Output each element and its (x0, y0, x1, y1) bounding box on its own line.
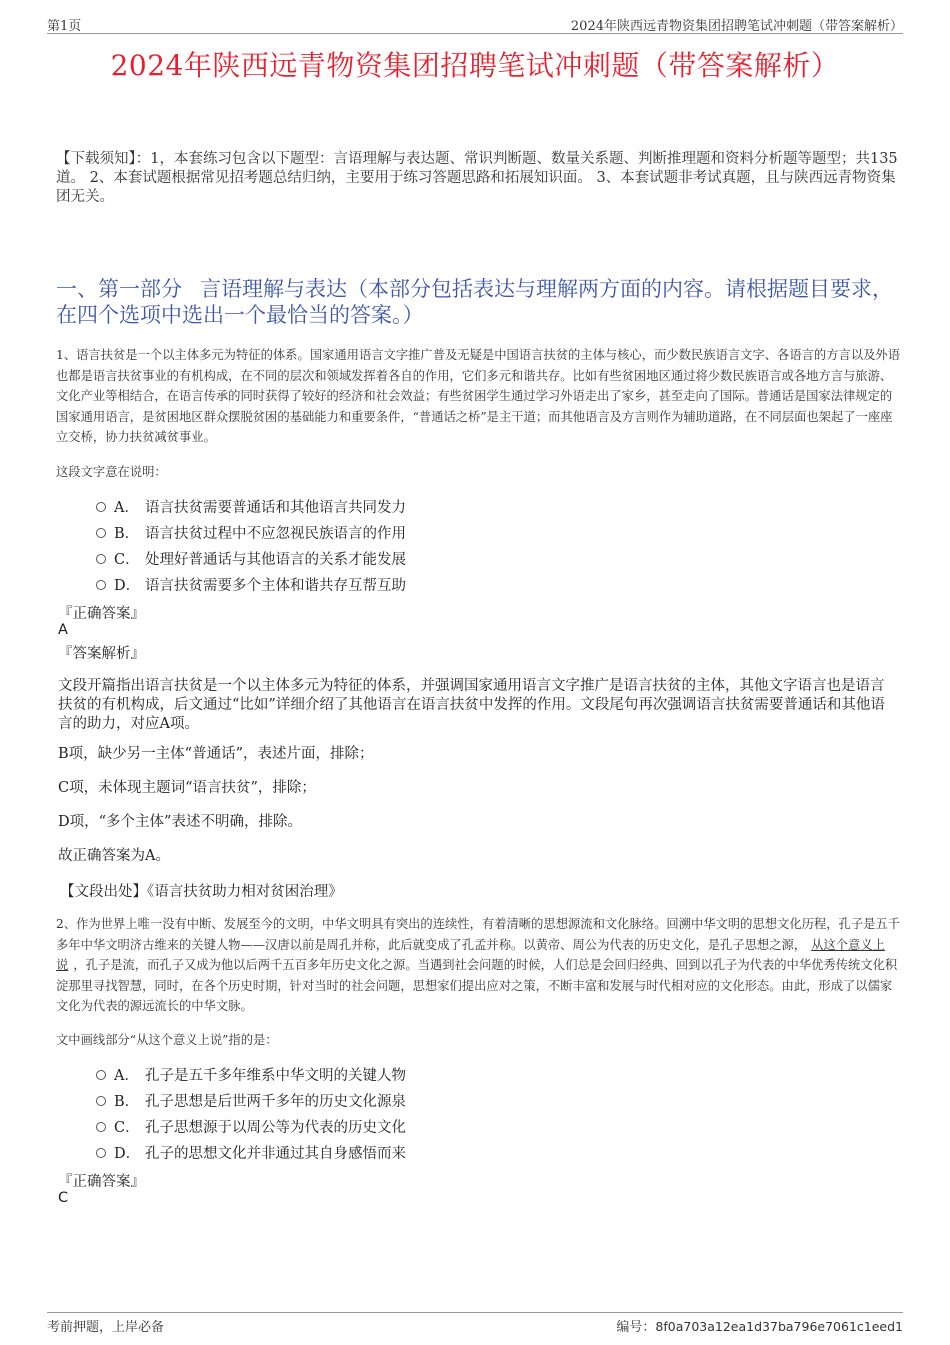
option-text: 语言扶贫需要普通话和其他语言共同发力 (145, 500, 406, 516)
q1-analysis-label: 『答案解析』 (58, 646, 145, 662)
q2-answer: C (58, 1190, 69, 1206)
option-key: C． (114, 552, 140, 568)
section-description: 言语理解与表达（本部分包括表达与理解两方面的内容。请根据题目要求，在四个选项中选出一个最恰当的答案。） (56, 277, 893, 327)
q2-passage (56, 914, 900, 1017)
radio-button[interactable] (96, 528, 106, 538)
q1-passage: 1、语言扶贫是一个以主体多元为特征的体系。国家通用语言文字推广普及无疑是中国语言扶贫的主体与核心，而少数民族语言文字、各语言的方言以及外语也都是语言扶贫事业的有机构成，在不同的层次和领域发挥着各自的作用，它们多元和谐共存。比如有些贫困地区通过将少数民族语言或各地方言与旅游、文化产业等相结合，在语言传承的同时获得了较好的经济和社会效益；有些贫困学生通过学习外语走出了家乡，甚至走向了国际。普通话是国家法律规定的国家通用语言，是贫困地区群众摆脱贫困的基础能力和重要条件，“普通话之桥”是主干道；而其他语言及方言则作为辅助道路，在不同层面也架起了一座座立交桥，协力扶贫减贫事业。 (56, 348, 901, 445)
radio-button[interactable] (96, 1096, 106, 1106)
option-key: C． (114, 1120, 140, 1136)
download-notice: 【下载须知】：1，本套练习包含以下题型：言语理解与表达题、常识判断题、数量关系题、判断推理题和资料分析题等题型；共135道。 2、本套试题根据常见招考题总结归纳，主要用于练习答题思路和拓展知识面。 3、本套试题非考试真题，且与陕西远青物资集团无关。 (56, 151, 898, 205)
q2-prompt: 文中画线部分“从这个意义上说”指的是： (56, 1033, 278, 1047)
document-title: 2024年陕西远青物资集团招聘笔试冲刺题（带答案解析） (110, 49, 840, 82)
q1-source: 【文段出处】《语言扶贫助力相对贫困治理》 (60, 884, 343, 900)
option-key: A． (114, 1068, 139, 1084)
option-key: D． (114, 1146, 141, 1162)
footer-code (616, 1316, 903, 1335)
radio-button[interactable] (96, 580, 106, 590)
q1-analysis-b: B项，缺少另一主体“普通话”，表述片面，排除； (58, 746, 374, 762)
q1-analysis-c: C项，未体现主题词“语言扶贫”，排除； (58, 780, 316, 796)
section-heading (56, 276, 896, 328)
option-text: 处理好普通话与其他语言的关系才能发展 (145, 552, 406, 568)
option-key: B． (114, 526, 140, 542)
radio-button[interactable] (96, 502, 106, 512)
section-part: 一、第一部分 (56, 277, 182, 301)
page-footer (47, 1312, 903, 1335)
option-key: B． (114, 1094, 140, 1110)
footer-code-label: 编号： (616, 1320, 656, 1335)
option-text: 孔子是五千多年维系中华文明的关键人物 (145, 1068, 406, 1084)
radio-button[interactable] (96, 1070, 106, 1080)
option-text: 孔子思想源于以周公等为代表的历史文化 (145, 1120, 406, 1136)
q1-analysis-d: D项，“多个主体”表述不明确，排除。 (58, 814, 302, 830)
option-text: 语言扶贫过程中不应忽视民族语言的作用 (145, 526, 406, 542)
header-doc-title: 2024年陕西远青物资集团招聘笔试冲刺题（带答案解析） (570, 19, 903, 34)
radio-button[interactable] (96, 554, 106, 564)
footer-slogan: 考前押题，上岸必备 (47, 1320, 165, 1335)
q1-analysis-conclusion: 故正确答案为A。 (58, 848, 170, 864)
q2-underlined-phrase: 从这个意义上说 (56, 937, 885, 973)
option-key: A． (114, 500, 139, 516)
footer-code-value: 8f0a703a12ea1d37ba796e7061c1eed1 (655, 1319, 903, 1334)
q1-analysis-main: 文段开篇指出语言扶贫是一个以主体多元为特征的体系，并强调国家通用语言文字推广是语言扶贫的主体，其他文字语言也是语言扶贫的有机构成，后文通过“比如”详细介绍了其他语言在语言扶贫中发挥的作用。文段尾句再次强调语言扶贫需要普通话和其他语言的助力，对应A项。 (58, 678, 885, 732)
q2-passage-after: ，孔子是流，而孔子又成为他以后两千五百多年历史文化之源。当遇到社会问题的时候，人们总是会回归经典、回到以孔子为代表的中华优秀传统文化积淀那里寻找智慧，同时，在各个历史时期，针对当时的社会问题，思想家们提出应对之策，不断丰富和发展与时代相对应的文化形态。由此，形成了以儒家文化为代表的源远流长的中华文脉。 (56, 958, 898, 1014)
q1-answer-label: 『正确答案』 (58, 606, 145, 622)
q1-prompt: 这段文字意在说明： (56, 465, 167, 479)
page-number: 第1页 (47, 19, 82, 34)
q2-passage-before: 2、作为世界上唯一没有中断、发展至今的文明，中华文明具有突出的连续性，有着清晰的思想源流和文化脉络。回溯中华文明的思想文化历程，孔子是五千多年中华文明济古维来的关键人物——汉唐以前是周孔并称，此后就变成了孔孟并称。以黄帝、周公为代表的历史文化，是孔子思想之源， (56, 917, 901, 952)
radio-button[interactable] (96, 1122, 106, 1132)
option-key: D． (114, 578, 141, 594)
radio-button[interactable] (96, 1148, 106, 1158)
q1-answer: A (58, 622, 68, 638)
q2-answer-label: 『正确答案』 (58, 1174, 145, 1190)
page-header (47, 13, 903, 34)
option-text: 孔子的思想文化并非通过其自身感悟而来 (145, 1146, 406, 1162)
option-text: 语言扶贫需要多个主体和谐共存互帮互助 (145, 578, 406, 594)
option-text: 孔子思想是后世两千多年的历史文化源泉 (145, 1094, 406, 1110)
